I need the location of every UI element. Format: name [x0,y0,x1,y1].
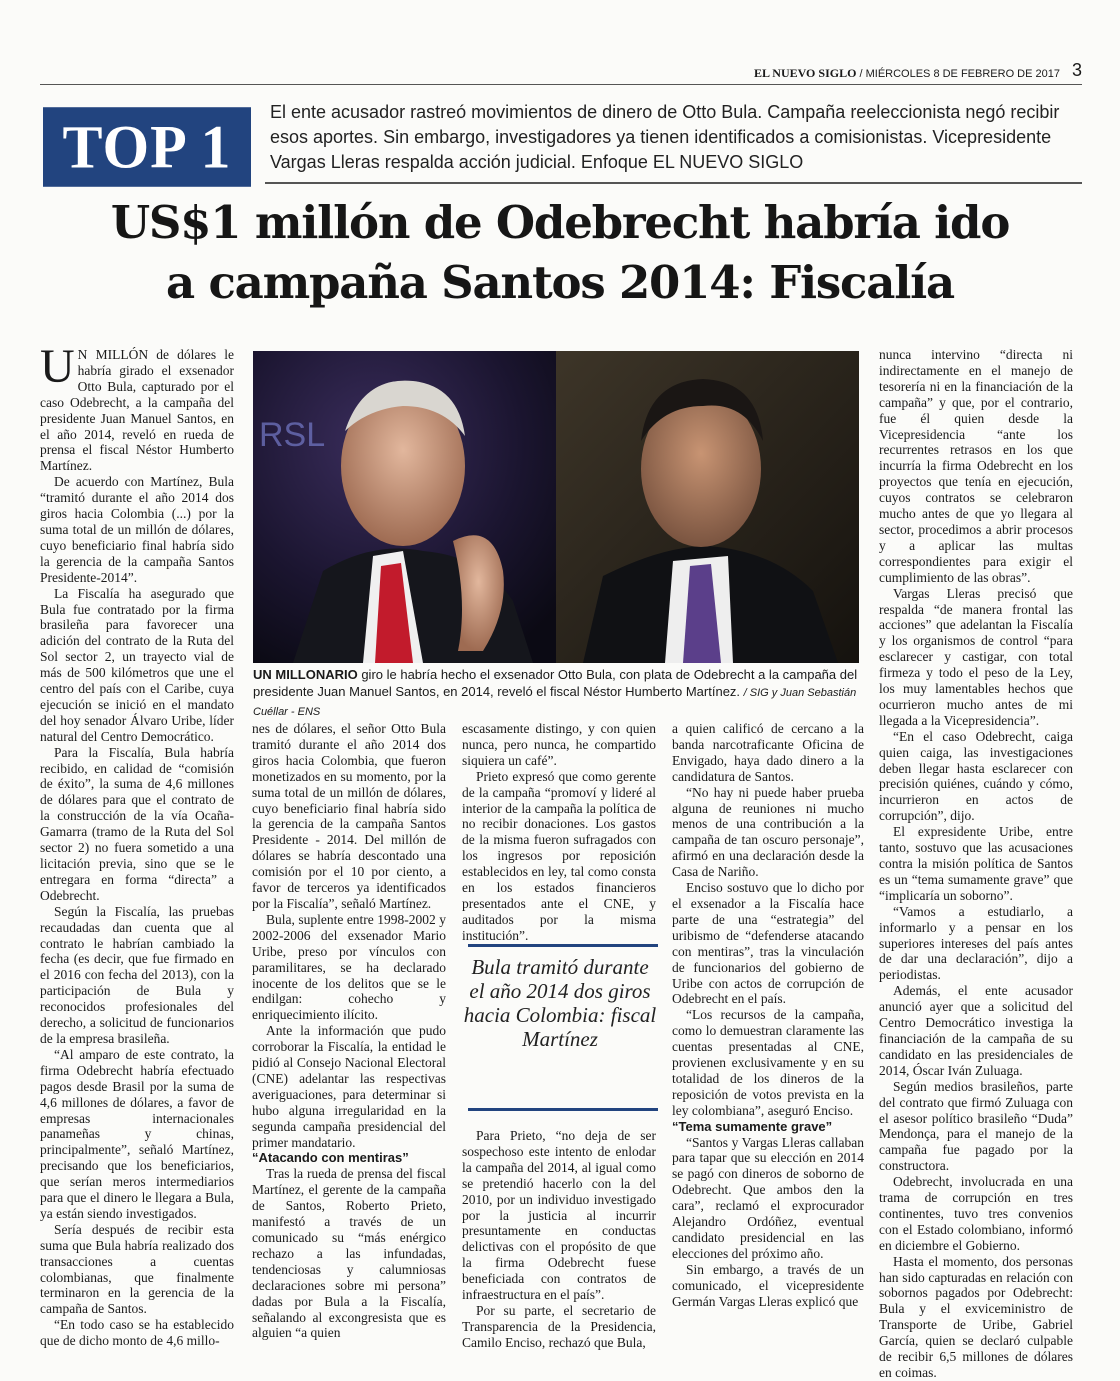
paragraph [462,1128,656,1303]
paragraph-text: Según la Fiscalía, las pruebas recaudadas dan cuenta que al contrato le habrían cambiado la fecha (es decir, que fue firmado en el 2016 con fecha del 2013), con la participación de Bula y reconocidos profesionales del derecho, a solicitud de funcionarios de la empresa brasileña. [40,903,234,1046]
photo-caption [253,666,859,721]
column-5 [879,347,1073,1381]
photo-overlay-text: RSL [259,416,326,454]
paragraph [40,1222,234,1317]
paragraph-text: La Fiscalía ha asegurado que Bula fue contratado por la firma brasileña para favorecer una adición del contrato de la Ruta del Sol sector 2, un trayecto vial de más de 500 kilómetros que une el centro del país con el Caribe, cuya ejecución se inició en el mandato del hoy senador Álvaro Uribe, líder natural del Centro Democrático. [40,585,234,744]
paragraph-text: “En todo caso se ha establecido que de dicho monto de 4,6 millo- [40,1317,234,1349]
paragraph-text: “En el caso Odebrecht, caiga quien caiga, las investigaciones deben llegar hasta esclarecer con precisión quiénes, cuándo y cómo, incurrieron en actos de corrupción”, dijo. [879,728,1073,824]
paragraph-text: “Santos y Vargas Lleras callaban para tapar que su elección en 2014 se pagó con dineros de soborno de Odebrecht. Que ambos den la cara”, reclamó el exprocurador Alejandro Ordóñez, eventual candidato presidencial en las elecciones del próximo año. [672,1134,864,1261]
summary-rule [265,182,1082,184]
page-number: 3 [1071,60,1082,80]
paragraph [672,880,864,1007]
drop-cap: U [40,340,75,393]
paragraph-text: Enciso sostuvo que lo dicho por el exsenador a la Fiscalía hace parte de una “estrategia” del uribismo de “defenderse atacando con mentiras”, tras la vinculación de funcionarios del gobierno de Uribe con actos de corrupción de Odebrecht en el país. [672,880,864,1007]
paragraph-text: nes de dólares, el señor Otto Bula tramitó durante el año 2014 dos giros hacia Colombia, que fueron monetizados en su momento, por la suma total de un millón de dólares, cuyo beneficiario final habría sido la gerencia de la campaña Santos Presidente - 2014. Del millón de dólares se habría descontado una comisión por el 10 por ciento, a favor de terceros ya identificados por la Fiscalía”, señaló Martínez. [252,721,446,911]
subheading: “Tema sumamente grave” [672,1118,833,1134]
headline-line-2: a campaña Santos 2014: Fiscalía [166,256,954,309]
paragraph [672,1007,864,1118]
paragraph [672,1135,864,1262]
caption-lead: UN MILLONARIO [253,667,358,682]
paragraph-text: “Los recursos de la campaña, como lo demuestran claramente las cuentas presentadas al CNE, provienen exclusivamente y en su totalidad de los dineros de la reposición de votos prevista en la ley colombiana”, aseguró Enciso. [672,1007,864,1118]
paragraph [879,824,1073,904]
paragraph-text: Según medios brasileños, parte del contrato que firmó Zuluaga con el asesor político brasileño “Duda” Mendonça, para el manejo de la campaña fue pagado por la constructora. [879,1078,1073,1174]
paragraph-text: Sin embargo, a través de un comunicado, el vicepresidente Germán Vargas Lleras explicó que [672,1261,864,1309]
paragraph [252,912,446,1023]
paragraph [879,347,1073,586]
paragraph [40,745,234,904]
article-summary: El ente acusador rastreó movimientos de dinero de Otto Bula. Campaña reeleccionista negó recibir esos aportes. Sin embargo, investigadores ya tienen identificados a comisionistas. Vicepresidente Vargas Lleras respalda acción judicial. Enfoque EL NUEVO SIGLO [270,102,1060,172]
paragraph-text: a quien calificó de cercano a la banda narcotraficante Oficina de Envigado, haya dado dinero a la candidatura de Santos. [672,721,864,784]
paragraph-text: De acuerdo con Martínez, Bula “tramitó durante el año 2014 dos giros hacia Colombia (...) por la suma total de un millón de dólares, cuyo beneficiario final habría sido la gerencia de la campaña Santos Presidente-2014”. [40,474,234,585]
paragraph-text: N MILLÓN de dólares le habría girado el exsenador Otto Bula, capturado por el caso Odebrecht, a la campaña del presidente Juan Manuel Santos, en el año 2014, reveló en rueda de prensa el fiscal Néstor Humberto Martínez. [40,347,234,474]
paragraph [879,904,1073,984]
article-photo [253,351,859,663]
paragraph [462,769,656,944]
paragraph [40,904,234,1047]
paragraph [252,721,446,912]
paragraph [252,1166,446,1341]
caption-text: giro le habría hecho el exsenador Otto Bula, con plata de Odebrecht a la campaña del presidente Juan Manuel Santos, en 2014, reveló el fiscal Néstor Humberto Martínez. [253,667,858,699]
paragraph [879,1079,1073,1174]
paragraph-text: Prieto expresó que como gerente de la campaña “promoví y lideré al interior de la campaña la política de no recibir donaciones. Los gastos de la misma fueron sufragados con los ingresos por reposición establecidos en ley, tal como consta en los estados financieros presentados ante el CNE, y auditados por la misma institución”. [462,768,656,943]
paragraph [879,729,1073,824]
photo-credit: / SIG y Juan Sebastián Cuéllar - ENS [253,687,857,718]
pullquote-rule-top [468,944,658,947]
paragraph [879,983,1073,1078]
paragraph-text: nunca intervino “directa ni indirectamente en el manejo de tesorería ni en la financiación de la campaña” y que, por el contrario, fue él quien desde la Vicepresidencia “ante los recurrentes retrasos en los que incurría la firma Odebrecht en los proyectos que tenía en ejecución, cuyos contratos se celebraron mucho antes de que yo llegara al sector, procedimos a abrir procesos y a aplicar las multas correspondientes para exigir el cumplimiento de las obras”. [879,347,1073,585]
paragraph-text: Para la Fiscalía, Bula habría recibido, en calidad de “comisión de éxito”, la suma de 4,6 millones de dólares para que el contrato de la construcción de la vía Ocaña-Gamarra (tramo de la Ruta del Sol sector 2) no fuera sometido a una licitación previa, sino que se le entregara en forma “directa” a Odebrecht. [40,744,234,903]
paragraph [672,785,864,880]
paragraph [672,721,864,785]
paragraph-text: Tras la rueda de prensa del fiscal Martínez, el gerente de la campaña de Santos, Roberto Prieto, manifestó a través de un comunicado su “más enérgico rechazo a las infundadas, tendenciosas y calumniosas declaraciones sobre mi persona” dadas por Bula a la Fiscalía, señalando al excongresista que es alguien “a quien [252,1166,446,1341]
paragraph-text: Por su parte, el secretario de Transparencia de la Presidencia, Camilo Enciso, rechazó que Bula, [462,1302,656,1350]
top-label: TOP 1 [43,107,251,187]
paragraph [462,1303,656,1351]
paragraph [40,340,234,474]
paragraph [40,1317,234,1349]
paragraph-text: Para Prieto, “no deja de ser sospechoso este intento de enlodar la campaña del 2014, al igual como se pretendió hacerlo con la del 2010, por un individuo investigado por la justicia al incurrir presuntamente en conductas delictivas con el propósito de que la firma Odebrecht fuese beneficiada con contratos de infraestructura en el país”. [462,1128,656,1303]
headline [40,193,1080,313]
column-2 [252,721,446,1341]
paragraph-text: Hasta el momento, dos personas han sido capturadas en relación con sobornos pagados por Odebrecht: Bula y el exviceministro de Transporte de Uribe, Gabriel García, quien se declaró culpable de recibir 6,5 millones de dólares en coimas. [879,1253,1073,1380]
paragraph-text: “Al amparo de este contrato, la firma Odebrecht habría efectuado pagos desde Brasil por la suma de 4,6 millones de dólares, a favor de empresas internacionales panameñas y chinas, principalmente”, señaló Martínez, precisando que los beneficiarios, que serían meros intermediarios para que el dinero le llegara a Bula, ya están siendo investigados. [40,1046,234,1221]
paragraph-text: Además, el ente acusador anunció ayer que a solicitud del Centro Democrático investiga la financiación de la campaña de su candidato en las presidenciales de 2014, Óscar Iván Zuluaga. [879,983,1073,1078]
paragraph [879,1174,1073,1254]
headline-line-1: US$1 millón de Odebrecht habría ido [110,196,1010,249]
paper-name: EL NUEVO SIGLO [753,66,857,80]
column-1 [40,340,234,1349]
paragraph-text: Ante la información que pudo corroborar la Fiscalía, la entidad le pidió al Consejo Nacional Electoral (CNE) adelantar las respectivas averiguaciones, para determinar si hubo alguna irregularidad en la segunda campaña presidencial del primer mandatario. [252,1023,446,1150]
paragraph-text: Odebrecht, involucrada en una trama de corrupción en tres continentes, tuvo tres convenios con el Estado colombiano, informó en diciembre el Gobierno. [879,1174,1073,1253]
photo-illustration [253,351,859,663]
paragraph [879,1254,1073,1381]
paragraph [40,586,234,745]
paragraph [40,474,234,585]
paragraph [672,1262,864,1310]
issue-date: / MIÉRCOLES 8 DE FEBRERO DE 2017 [859,68,1060,80]
paragraph-text: “No hay ni puede haber prueba alguna de reuniones ni mucho menos de una contribución a la campaña de tan oscuro personaje”, afirmó en una declaración desde la Casa de Nariño. [672,784,864,880]
paragraph-text: escasamente distingo, y con quien nunca, pero nunca, he compartido siquiera un café”. [462,721,656,768]
paragraph-text: El expresidente Uribe, entre tanto, sostuvo que las acusaciones contra la misión política de Santos es un “tema sumamente grave” que “implicaría un soborno”. [879,824,1073,903]
column-4 [672,721,864,1310]
paragraph-text: “Vamos a estudiarlo, a informarlo y a pensar en los superiores intereses del país antes de dar una declaración”, dijo a periodistas. [879,903,1073,983]
masthead-rule [40,84,1082,85]
paragraph-text: Sería después de recibir esta suma que Bula habría realizado dos transacciones a cuentas colombianas, que finalmente terminaron en la gerencia de la campaña de Santos. [40,1221,234,1317]
masthead [754,66,1060,81]
pullquote: Bula tramitó durante el año 2014 dos giros hacia Colombia: fiscal Martínez [463,955,657,1051]
paragraph [462,721,656,769]
subheading: “Atacando con mentiras” [252,1150,409,1166]
pullquote-rule-bottom [468,1108,658,1111]
paragraph-text: Bula, suplente entre 1998-2002 y 2002-2006 del exsenador Mario Uribe, preso por vínculos con paramilitares, se ha declarado inocente de los delitos que se le endilgan: cohecho y enriquecimiento ilícito. [252,911,446,1023]
paragraph [879,586,1073,729]
column-3-top [462,721,656,944]
paragraph [252,1023,446,1150]
paragraph-text: Vargas Lleras precisó que respalda “de manera frontal las acciones” que adelantan la Fiscalía y los organismos de control “para esclarecer y castigar, con total firmeza y todo el peso de la Ley, los muy lamentables hechos que ocurrieron mucho antes de mi llegada a la Vicepresidencia”. [879,585,1073,728]
column-3-bottom [462,1128,656,1351]
paragraph [40,1047,234,1222]
